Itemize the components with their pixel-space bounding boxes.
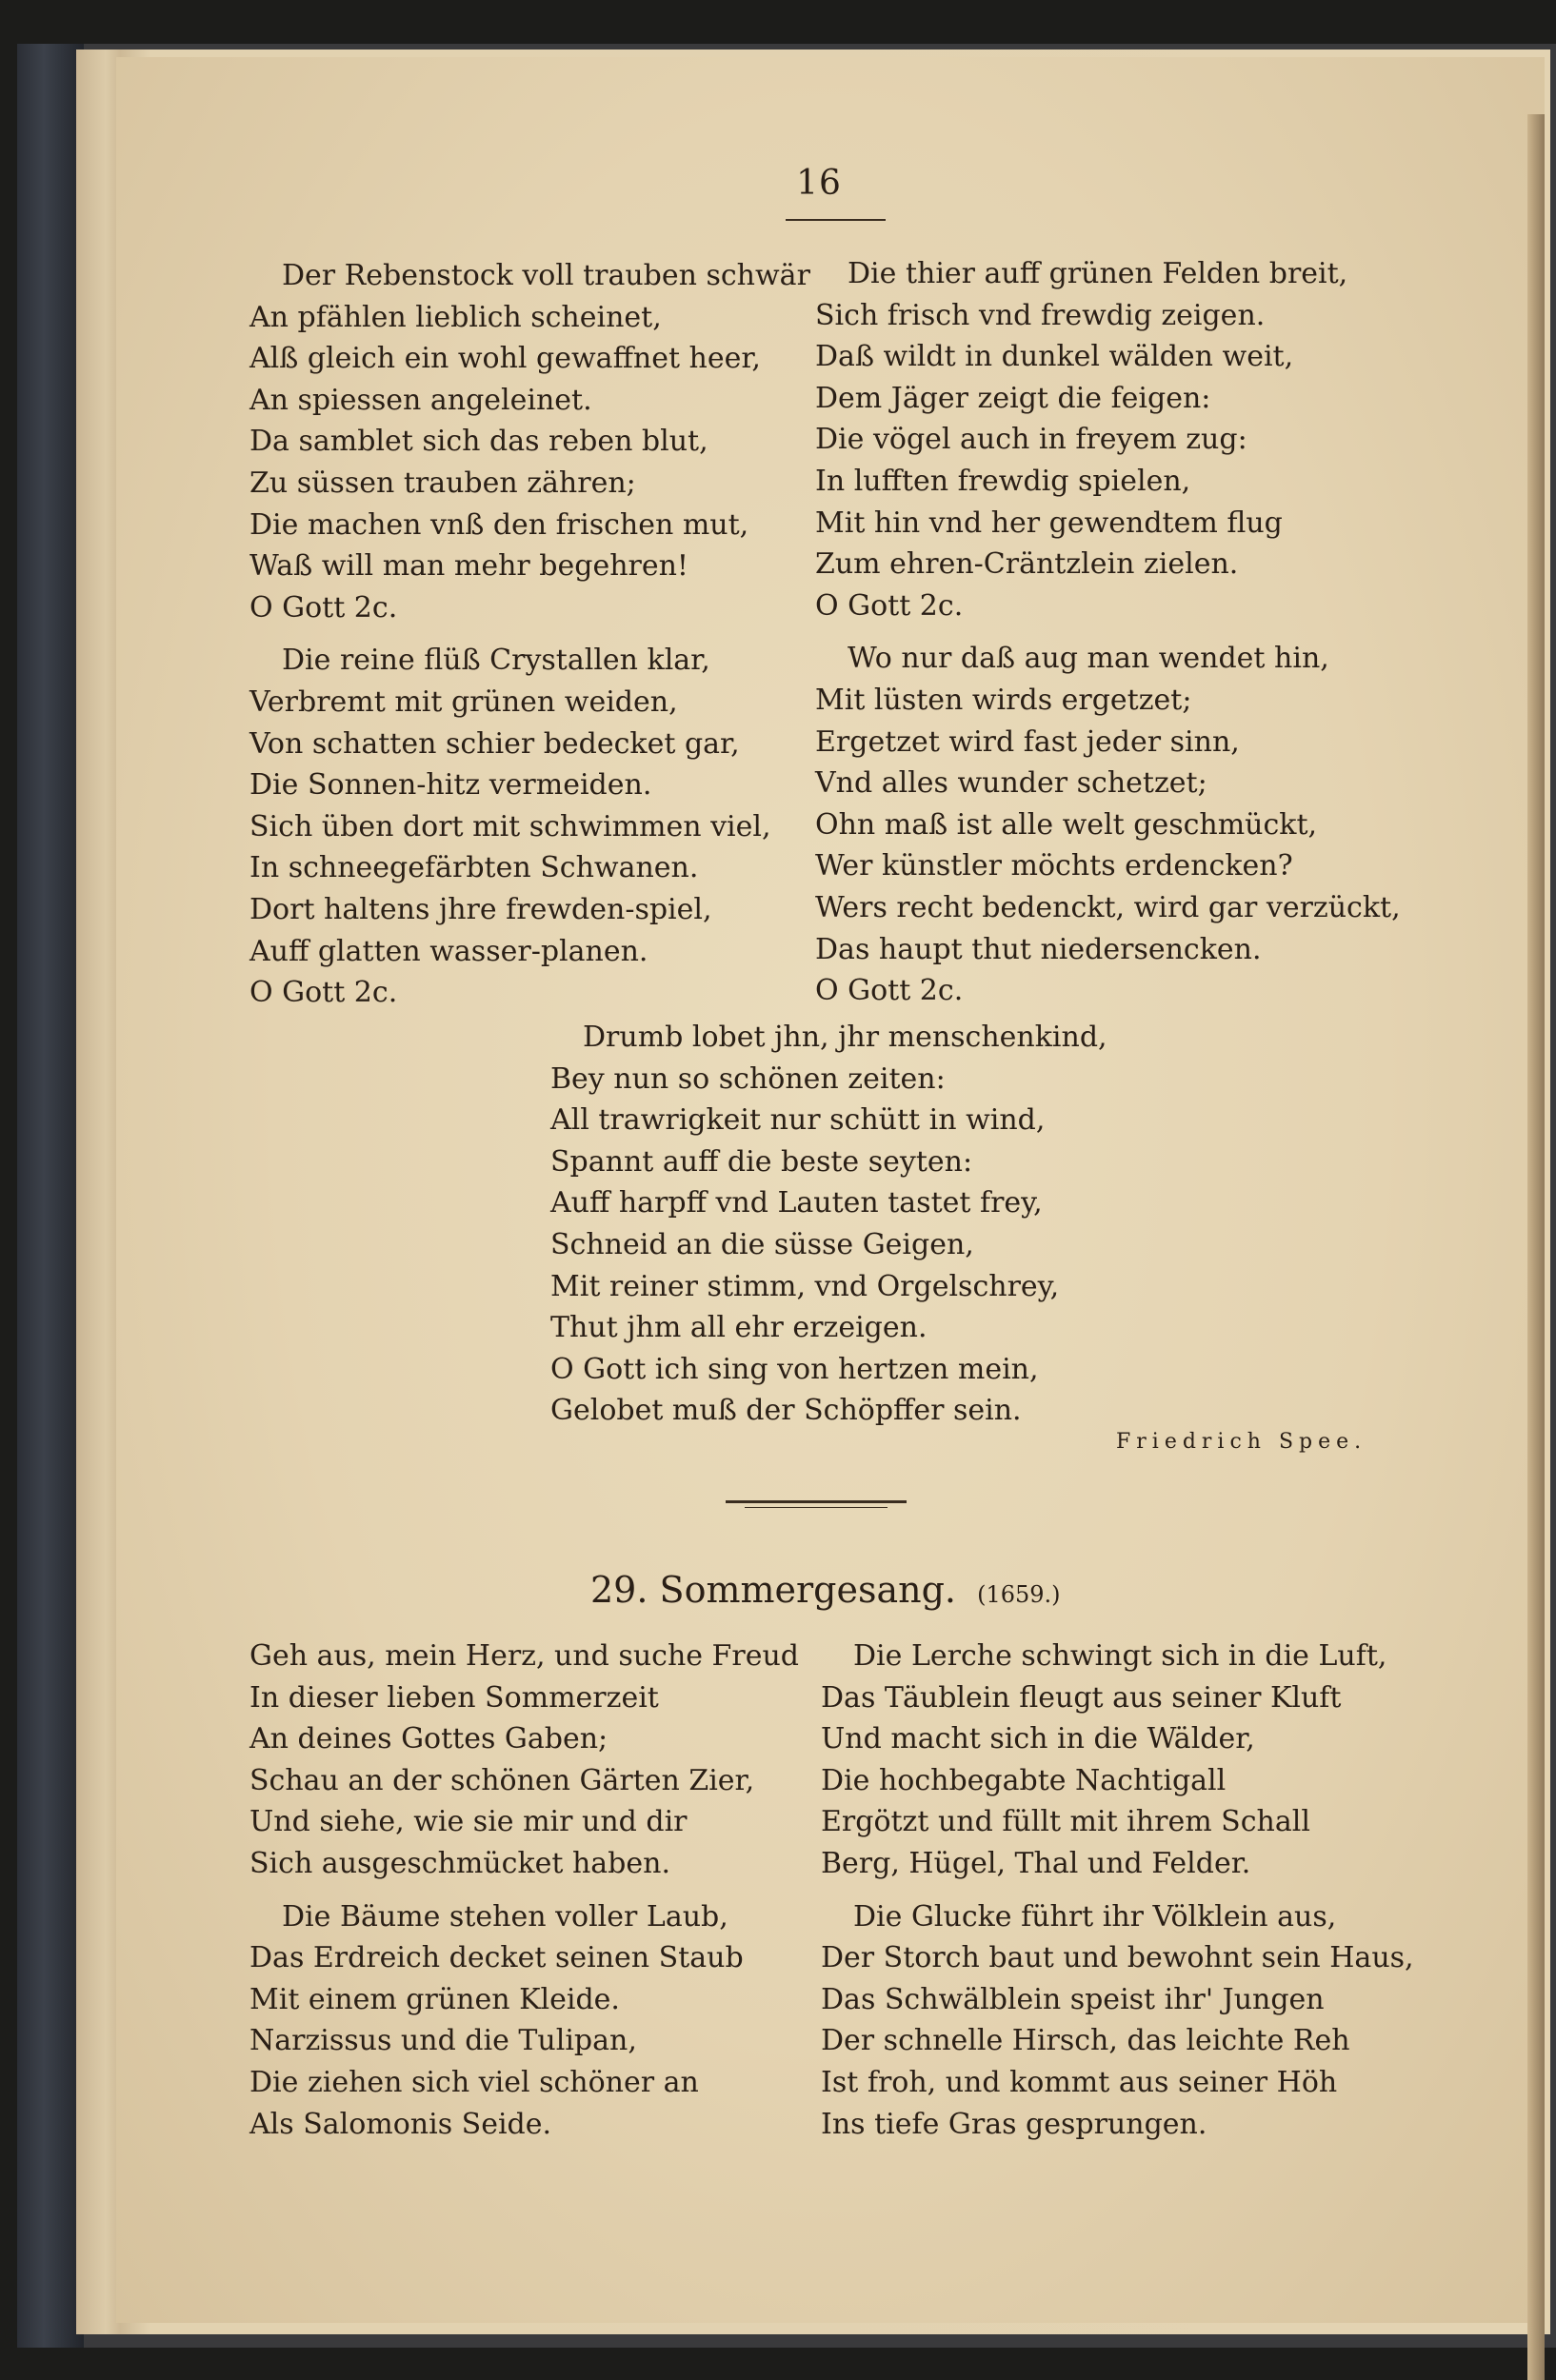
verse-line: In lufften frewdig spielen, — [815, 464, 1191, 498]
verse-line: Da samblet sich das reben blut, — [249, 425, 708, 459]
verse-line: Wo nur daß aug man wendet hin, — [848, 642, 1329, 676]
verse-line: Bey nun so schönen zeiten: — [550, 1061, 946, 1096]
verse-line: Ergetzet wird fast jeder sinn, — [815, 724, 1240, 759]
verse-line: Der Storch baut und bewohnt sein Haus, — [821, 1941, 1414, 1975]
verse-line: Waß will man mehr begehren! — [249, 549, 688, 584]
section-divider-thin — [745, 1507, 888, 1508]
verse-line: Drumb lobet jhn, jhr menschenkind, — [583, 1021, 1107, 1054]
verse-line: Schau an der schönen Gärten Zier, — [249, 1763, 755, 1797]
verse-line: Die Glucke führt ihr Völklein aus, — [853, 1899, 1337, 1934]
verse-line: Narzissus und die Tulipan, — [249, 2024, 637, 2058]
verse-line: Und macht sich in die Wälder, — [821, 1722, 1255, 1756]
verse-line: Die ziehen sich viel schöner an — [249, 2065, 699, 2099]
song-title: Sommergesang. — [659, 1569, 957, 1611]
verse-line: Mit hin vnd her gewendtem flug — [815, 506, 1283, 540]
song1-left-column — [249, 255, 810, 1014]
verse-line: Gelobet muß der Schöpffer sein. — [550, 1394, 1022, 1428]
verse-line: Die reine flüß Crystallen klar, — [282, 644, 710, 678]
song1-final-stanza — [550, 1017, 1107, 1432]
verse-line: Auff glatten wasser-planen. — [249, 934, 648, 968]
verse-line: Die Sonnen-hitz vermeiden. — [249, 768, 652, 803]
verse-line: Spannt auff die beste seyten: — [550, 1144, 973, 1179]
verse-line: In schneegefärbten Schwanen. — [249, 851, 699, 885]
author-signature: Friedrich Spee. — [1116, 1430, 1367, 1454]
verse-line: Mit einem grünen Kleide. — [249, 1982, 620, 2016]
song-year: (1659.) — [977, 1581, 1061, 1608]
refrain-line: O Gott 2c. — [249, 590, 398, 625]
verse-line: Die hochbegabte Nachtigall — [821, 1763, 1227, 1797]
verse-line: Ergötzt und füllt mit ihrem Schall — [821, 1805, 1310, 1839]
verse-line: An deines Gottes Gaben; — [249, 1722, 608, 1756]
verse-line: Sich ausgeschmücket haben. — [249, 1846, 671, 1880]
verse-line: Das haupt thut niedersencken. — [815, 932, 1262, 966]
verse-line: Sich üben dort mit schwimmen viel, — [249, 809, 771, 843]
verse-line: Das Schwälblein speist ihr' Jungen — [821, 1982, 1325, 2016]
verse-line: Der schnelle Hirsch, das leichte Reh — [821, 2024, 1350, 2058]
refrain-line: O Gott 2c. — [815, 974, 964, 1008]
verse-line: Die vögel auch in freyem zug: — [815, 423, 1247, 457]
verse-line: An spiessen angeleinet. — [249, 383, 592, 417]
verse-line: Die Bäume stehen voller Laub, — [282, 1899, 728, 1934]
verse-line: Mit reiner stimm, vnd Orgelschrey, — [550, 1269, 1060, 1303]
verse-line: Thut jhm all ehr erzeigen. — [550, 1311, 928, 1345]
verse-line: Auff harpff vnd Lauten tastet frey, — [550, 1186, 1043, 1220]
song1-right-column — [815, 253, 1401, 1012]
verse-line: Sich frisch vnd frewdig zeigen. — [815, 298, 1266, 332]
verse-line: Mit lüsten wirds ergetzet; — [815, 683, 1192, 717]
refrain-line: O Gott 2c. — [815, 588, 964, 623]
verse-line: Der Rebenstock voll trauben schwär — [282, 259, 810, 292]
verse-line: All trawrigkeit nur schütt in wind, — [550, 1103, 1046, 1138]
verse-line: Als Salomonis Seide. — [249, 2107, 552, 2141]
verse-line: Verbremt mit grünen weiden, — [249, 684, 678, 719]
verse-line: Das Erdreich decket seinen Staub — [249, 1941, 744, 1975]
song2-right-column — [821, 1636, 1414, 2145]
verse-line: O Gott ich sing von hertzen mein, — [550, 1352, 1039, 1386]
verse-line: Dem Jäger zeigt die feigen: — [815, 381, 1211, 415]
verse-line: Alß gleich ein wohl gewaffnet heer, — [249, 342, 761, 376]
header-rule — [786, 219, 886, 221]
verse-line: Schneid an die süsse Geigen, — [550, 1227, 974, 1261]
verse-line: Geh aus, mein Herz, und suche Freud — [249, 1639, 799, 1673]
verse-line: Von schatten schier bedecket gar, — [249, 726, 740, 761]
verse-line: In dieser lieben Sommerzeit — [249, 1680, 659, 1715]
verse-line: Ist froh, und kommt aus seiner Höh — [821, 2065, 1338, 2099]
verse-line: Zum ehren-Cräntzlein zielen. — [815, 547, 1239, 582]
page-edge — [1527, 114, 1545, 2380]
verse-line: Und siehe, wie sie mir und dir — [249, 1805, 688, 1839]
verse-line: Berg, Hügel, Thal und Felder. — [821, 1846, 1251, 1880]
verse-line: Daß wildt in dunkel wälden weit, — [815, 340, 1294, 374]
verse-line: Das Täublein fleugt aus seiner Kluft — [821, 1680, 1342, 1715]
refrain-line: O Gott 2c. — [249, 976, 398, 1010]
verse-line: Wers recht bedenckt, wird gar verzückt, — [815, 890, 1401, 924]
verse-line: An pfählen lieblich scheinet, — [249, 300, 662, 334]
verse-line: Wer künstler möchts erdencken? — [815, 849, 1293, 883]
song-number: 29. — [590, 1569, 648, 1611]
verse-line: Die machen vnß den frischen mut, — [249, 507, 749, 542]
verse-line: Die Lerche schwingt sich in die Luft, — [853, 1639, 1387, 1673]
song2-left-column — [249, 1636, 799, 2145]
verse-line: Zu süssen trauben zähren; — [249, 466, 636, 500]
page-number: 16 — [796, 164, 842, 203]
verse-line: Dort haltens jhre frewden-spiel, — [249, 892, 712, 926]
section-divider — [726, 1500, 907, 1503]
book-spine — [17, 44, 84, 2348]
verse-line: Die thier auff grünen Felden breit, — [848, 257, 1348, 290]
verse-line: Ohn maß ist alle welt geschmückt, — [815, 807, 1318, 842]
verse-line: Ins tiefe Gras gesprungen. — [821, 2107, 1207, 2141]
song-heading — [590, 1569, 1061, 1611]
verse-line: Vnd alles wunder schetzet; — [815, 766, 1207, 801]
